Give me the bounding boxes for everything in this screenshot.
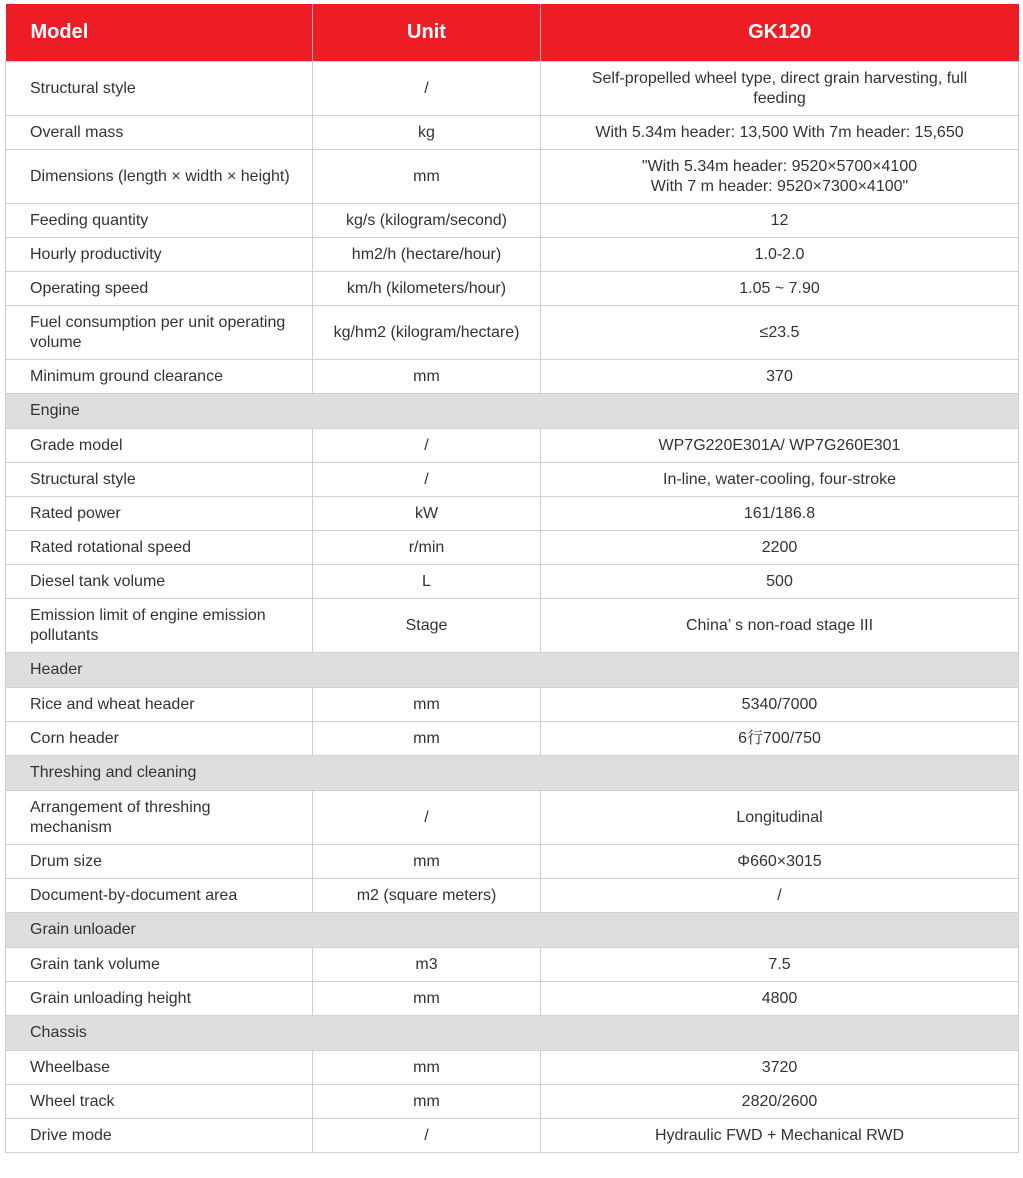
parameter-cell: Corn header bbox=[6, 722, 313, 756]
value-line: 6行700/750 bbox=[738, 729, 821, 747]
parameter-cell: Diesel tank volume bbox=[6, 565, 313, 599]
parameter-cell: Dimensions (length × width × height) bbox=[6, 150, 313, 204]
value-line: 5340/7000 bbox=[741, 695, 818, 713]
value-cell bbox=[541, 791, 1019, 845]
value-line: 1.0-2.0 bbox=[754, 245, 805, 263]
parameter-cell: Structural style bbox=[6, 463, 313, 497]
value-cell bbox=[541, 238, 1019, 272]
value-line: In-line, water-cooling, four-stroke bbox=[663, 470, 896, 488]
table-row bbox=[6, 306, 1019, 360]
value-cell bbox=[541, 599, 1019, 653]
value-line: Φ660×3015 bbox=[737, 852, 822, 870]
section-label: Engine bbox=[6, 394, 1019, 429]
table-row bbox=[6, 62, 1019, 116]
header-gk120: GK120 bbox=[541, 4, 1019, 62]
unit-cell: mm bbox=[313, 722, 541, 756]
table-row bbox=[6, 1085, 1019, 1119]
parameter-cell: Minimum ground clearance bbox=[6, 360, 313, 394]
unit-cell: mm bbox=[313, 360, 541, 394]
value-cell bbox=[541, 360, 1019, 394]
value-line: China’ s non-road stage III bbox=[685, 616, 874, 634]
header-model: Model bbox=[6, 4, 313, 62]
table-row bbox=[6, 1119, 1019, 1153]
table-row bbox=[6, 463, 1019, 497]
unit-cell: / bbox=[313, 463, 541, 497]
value-cell bbox=[541, 62, 1019, 116]
parameter-cell: Drive mode bbox=[6, 1119, 313, 1153]
unit-cell: kg/s (kilogram/second) bbox=[313, 204, 541, 238]
header-unit: Unit bbox=[313, 4, 541, 62]
value-line: / bbox=[777, 886, 782, 904]
value-line: 4800 bbox=[761, 989, 798, 1007]
value-cell bbox=[541, 306, 1019, 360]
unit-cell: / bbox=[313, 429, 541, 463]
table-row bbox=[6, 1051, 1019, 1085]
unit-cell: kg bbox=[313, 116, 541, 150]
parameter-cell: Grain unloading height bbox=[6, 982, 313, 1016]
value-line: With 7 m header: 9520×7300×4100" bbox=[650, 177, 909, 195]
parameter-cell: Overall mass bbox=[6, 116, 313, 150]
table-row bbox=[6, 948, 1019, 982]
value-line: WP7G220E301A/ WP7G260E301 bbox=[658, 436, 901, 454]
table-row bbox=[6, 497, 1019, 531]
parameter-cell: Hourly productivity bbox=[6, 238, 313, 272]
value-cell bbox=[541, 463, 1019, 497]
value-cell bbox=[541, 531, 1019, 565]
value-line: 3720 bbox=[761, 1058, 798, 1076]
section-label: Grain unloader bbox=[6, 913, 1019, 948]
table-row bbox=[6, 599, 1019, 653]
value-cell bbox=[541, 204, 1019, 238]
parameter-cell: Arrangement of threshing mechanism bbox=[6, 791, 313, 845]
value-line: 370 bbox=[766, 367, 793, 385]
table-row bbox=[6, 204, 1019, 238]
value-cell bbox=[541, 1119, 1019, 1153]
unit-cell: Stage bbox=[313, 599, 541, 653]
parameter-cell: Drum size bbox=[6, 845, 313, 879]
parameter-cell: Grade model bbox=[6, 429, 313, 463]
parameter-cell: Rated rotational speed bbox=[6, 531, 313, 565]
table-row bbox=[6, 565, 1019, 599]
table-row bbox=[6, 879, 1019, 913]
value-cell bbox=[541, 116, 1019, 150]
unit-cell: kg/hm2 (kilogram/hectare) bbox=[313, 306, 541, 360]
value-line: Longitudinal bbox=[736, 808, 823, 826]
parameter-cell: Grain tank volume bbox=[6, 948, 313, 982]
table-row bbox=[6, 429, 1019, 463]
unit-cell: mm bbox=[313, 1085, 541, 1119]
header-row bbox=[6, 4, 1019, 62]
unit-cell: mm bbox=[313, 845, 541, 879]
section-row bbox=[6, 1016, 1019, 1051]
unit-cell: / bbox=[313, 1119, 541, 1153]
value-cell bbox=[541, 1051, 1019, 1085]
value-line: 2200 bbox=[761, 538, 798, 556]
value-cell bbox=[541, 948, 1019, 982]
value-cell bbox=[541, 1085, 1019, 1119]
section-label: Header bbox=[6, 653, 1019, 688]
value-line: Self-propelled wheel type, direct grain harvesting, full bbox=[591, 69, 968, 87]
value-cell bbox=[541, 845, 1019, 879]
unit-cell: r/min bbox=[313, 531, 541, 565]
unit-cell: L bbox=[313, 565, 541, 599]
parameter-cell: Feeding quantity bbox=[6, 204, 313, 238]
value-line: 2820/2600 bbox=[741, 1092, 818, 1110]
parameter-cell: Rated power bbox=[6, 497, 313, 531]
section-label: Chassis bbox=[6, 1016, 1019, 1051]
value-cell bbox=[541, 429, 1019, 463]
unit-cell: m2 (square meters) bbox=[313, 879, 541, 913]
section-row bbox=[6, 394, 1019, 429]
value-cell bbox=[541, 982, 1019, 1016]
value-cell bbox=[541, 879, 1019, 913]
value-line: 500 bbox=[766, 572, 793, 590]
table-row bbox=[6, 360, 1019, 394]
value-cell bbox=[541, 497, 1019, 531]
table-row bbox=[6, 722, 1019, 756]
value-cell bbox=[541, 272, 1019, 306]
unit-cell: / bbox=[313, 62, 541, 116]
table-row bbox=[6, 272, 1019, 306]
unit-cell: kW bbox=[313, 497, 541, 531]
parameter-cell: Fuel consumption per unit operating volume bbox=[6, 306, 313, 360]
unit-cell: mm bbox=[313, 150, 541, 204]
value-line: 12 bbox=[770, 211, 789, 229]
parameter-cell: Operating speed bbox=[6, 272, 313, 306]
parameter-cell: Document-by-document area bbox=[6, 879, 313, 913]
table-row bbox=[6, 150, 1019, 204]
spec-table bbox=[5, 4, 1019, 1153]
value-line: With 5.34m header: 13,500 With 7m header: 15,650 bbox=[595, 123, 964, 141]
value-cell bbox=[541, 722, 1019, 756]
value-cell bbox=[541, 150, 1019, 204]
section-row bbox=[6, 756, 1019, 791]
value-line: 161/186.8 bbox=[743, 504, 816, 522]
table-row bbox=[6, 791, 1019, 845]
section-row bbox=[6, 913, 1019, 948]
value-line: 1.05 ~ 7.90 bbox=[739, 279, 820, 297]
section-row bbox=[6, 653, 1019, 688]
table-row bbox=[6, 688, 1019, 722]
parameter-cell: Rice and wheat header bbox=[6, 688, 313, 722]
table-row bbox=[6, 238, 1019, 272]
parameter-cell: Emission limit of engine emission pollutants bbox=[6, 599, 313, 653]
value-line: ≤23.5 bbox=[759, 323, 800, 341]
parameter-cell: Structural style bbox=[6, 62, 313, 116]
table-row bbox=[6, 531, 1019, 565]
value-line: "With 5.34m header: 9520×5700×4100 bbox=[641, 157, 918, 175]
unit-cell: mm bbox=[313, 688, 541, 722]
table-row bbox=[6, 116, 1019, 150]
value-line: 7.5 bbox=[768, 955, 791, 973]
value-cell bbox=[541, 688, 1019, 722]
unit-cell: km/h (kilometers/hour) bbox=[313, 272, 541, 306]
value-cell bbox=[541, 565, 1019, 599]
value-line: feeding bbox=[753, 89, 806, 107]
unit-cell: mm bbox=[313, 982, 541, 1016]
unit-cell: / bbox=[313, 791, 541, 845]
table-body bbox=[6, 62, 1019, 1153]
unit-cell: m3 bbox=[313, 948, 541, 982]
unit-cell: mm bbox=[313, 1051, 541, 1085]
section-label: Threshing and cleaning bbox=[6, 756, 1019, 791]
table-row bbox=[6, 845, 1019, 879]
parameter-cell: Wheelbase bbox=[6, 1051, 313, 1085]
unit-cell: hm2/h (hectare/hour) bbox=[313, 238, 541, 272]
table-header bbox=[6, 4, 1019, 62]
parameter-cell: Wheel track bbox=[6, 1085, 313, 1119]
value-line: Hydraulic FWD + Mechanical RWD bbox=[654, 1126, 905, 1144]
table-row bbox=[6, 982, 1019, 1016]
